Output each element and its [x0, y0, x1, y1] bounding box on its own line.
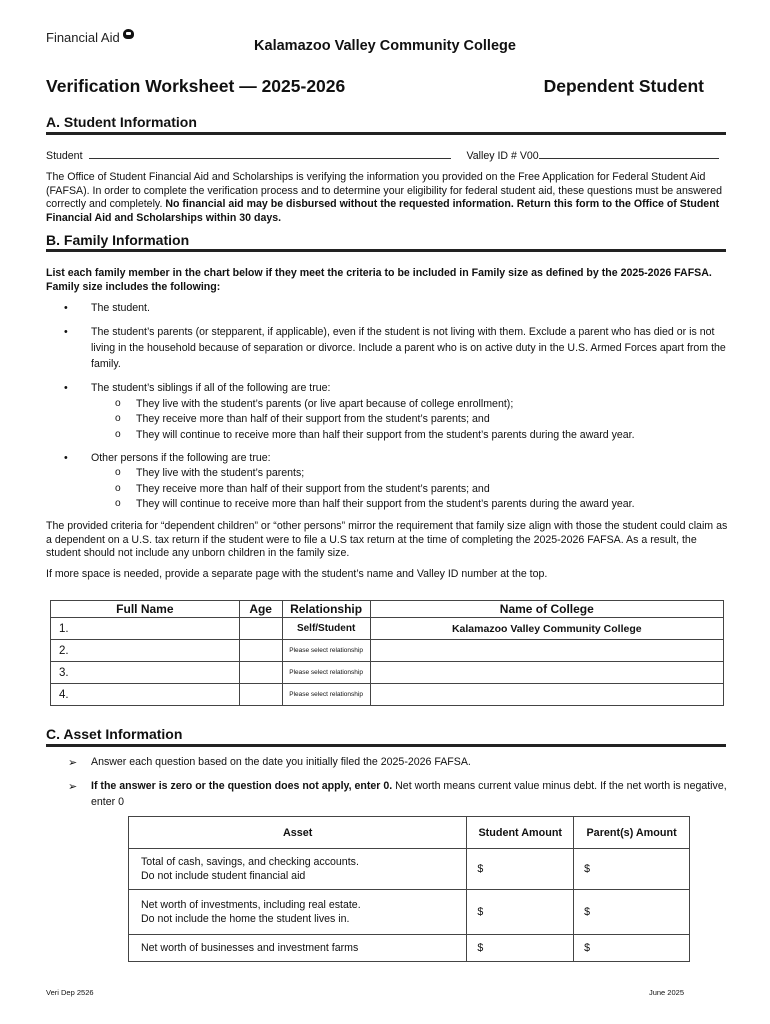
sub-bullet-icon: o [115, 498, 121, 509]
asset-instruction-1: Answer each question based on the date you initially filed the 2025-2026 FAFSA. [91, 756, 471, 768]
other-criterion: They receive more than half of their support from the student’s parents; and [136, 483, 490, 495]
sub-bullet-icon: o [115, 467, 121, 478]
college-cell[interactable] [370, 684, 723, 706]
page-subtitle: Dependent Student [543, 76, 704, 96]
asset-description [129, 935, 467, 962]
parent-amount-field[interactable]: $ [574, 849, 690, 890]
relationship-select[interactable]: Self/Student [282, 618, 370, 640]
bullet-parents: The student’s parents (or stepparent, if applicable), even if the student is not living with them. Exclude a parent who has died or is not living in the household because of separation or divorce. Include a parent who is on active duty in the U.S. Armed Forces apart from the family. [91, 326, 726, 370]
arrow-bullet-icon: ➢ [68, 781, 78, 793]
other-criterion: They will continue to receive more than half their support from the student’s parents during the award year. [136, 498, 635, 510]
header-full-name: Full Name [51, 601, 240, 618]
table-row [129, 935, 690, 962]
header-college: Name of College [370, 601, 723, 618]
family-instruction: List each family member in the chart below if they meet the criteria to be included in Family size as defined by the 2025-2026 FAFSA. Family size includes the following: [46, 267, 712, 293]
arrow-bullet-icon: ➢ [68, 757, 78, 769]
bullet-icon: • [64, 452, 68, 464]
bullet-student: The student. [91, 302, 150, 314]
more-space-note: If more space is needed, provide a separate page with the student’s name and Valley ID number at the top. [46, 568, 548, 580]
asset-line: Total of cash, savings, and checking accounts. [141, 856, 359, 868]
asset-instruction-2 [91, 778, 727, 810]
college-cell[interactable] [370, 662, 723, 684]
full-name-cell[interactable]: 4. [51, 684, 240, 706]
logo-text: Financial Aid [46, 30, 120, 45]
valley-id-field[interactable] [539, 149, 719, 159]
section-a-rule [46, 132, 726, 135]
asset-table [128, 816, 690, 962]
revision-date: June 2025 [648, 988, 684, 997]
sub-bullet-icon: o [115, 429, 121, 440]
bullet-icon: • [64, 382, 68, 394]
criteria-note: The provided criteria for “dependent children” or “other persons” mirror the requirement that family size align with those the student could claim as a dependent on a U.S. tax return if the student were to file a U.S tax return at the time of completing the 2025-2026 FAFSA. As a result, the student should not include any unborn children in the family size. [46, 520, 728, 560]
header-age: Age [239, 601, 282, 618]
bullet-other-persons: Other persons if the following are true: [91, 452, 271, 464]
relationship-select[interactable]: Please select relationship [282, 640, 370, 662]
family-table [50, 600, 724, 706]
bullet-icon: • [64, 326, 68, 338]
age-cell[interactable] [239, 684, 282, 706]
parent-amount-field[interactable]: $ [574, 935, 690, 962]
age-cell[interactable] [239, 618, 282, 640]
asset-description [129, 890, 467, 935]
table-row [51, 684, 724, 706]
sibling-criterion: They receive more than half of their support from the student’s parents; and [136, 413, 490, 425]
family-table-header [51, 601, 724, 618]
table-row [129, 890, 690, 935]
section-c-heading: C. Asset Information [46, 726, 183, 742]
zero-instruction: If the answer is zero or the question does not apply, enter 0. [91, 780, 393, 792]
asset-description [129, 849, 467, 890]
table-row [129, 849, 690, 890]
student-label: Student [46, 150, 83, 162]
header-relationship: Relationship [282, 601, 370, 618]
college-cell[interactable] [370, 640, 723, 662]
table-row [51, 640, 724, 662]
asset-table-header [129, 817, 690, 849]
student-amount-field[interactable]: $ [467, 849, 574, 890]
header-parent-amount: Parent(s) Amount [574, 817, 690, 849]
intro-text: The Office of Student Financial Aid and Scholarships is verifying the information you provided on the Free Application for Federal Student Aid (FAFSA). In order to complete the verification process and to determine your eligibility for federal student aid, these questions must be answered correctly and completely. [46, 171, 722, 211]
table-row [51, 662, 724, 684]
student-amount-field[interactable]: $ [467, 935, 574, 962]
student-name-field[interactable] [89, 149, 451, 159]
asset-line: Net worth of investments, including real estate. [141, 899, 361, 911]
relationship-select[interactable]: Please select relationship [282, 662, 370, 684]
header-student-amount: Student Amount [467, 817, 574, 849]
sub-bullet-icon: o [115, 483, 121, 494]
relationship-select[interactable]: Please select relationship [282, 684, 370, 706]
age-cell[interactable] [239, 640, 282, 662]
header-asset: Asset [129, 817, 467, 849]
section-b-rule [46, 249, 726, 252]
logo-mark-icon [123, 29, 134, 39]
asset-line: Do not include the home the student lives in. [141, 913, 350, 925]
other-criterion: They live with the student’s parents; [136, 467, 305, 479]
college-cell[interactable]: Kalamazoo Valley Community College [370, 618, 723, 640]
student-amount-field[interactable]: $ [467, 890, 574, 935]
section-c-rule [46, 744, 726, 747]
asset-line: Net worth of businesses and investment farms [141, 942, 359, 954]
section-a-heading: A. Student Information [46, 114, 197, 130]
full-name-cell[interactable]: 3. [51, 662, 240, 684]
full-name-cell[interactable]: 2. [51, 640, 240, 662]
sibling-criterion: They live with the student’s parents (or live apart because of college enrollment); [136, 398, 514, 410]
intro-bold-text: No financial aid may be disbursed without the requested information. Return this form to the Office of Student Financial Aid and Scholarships within 30 days. [46, 198, 720, 224]
college-name: Kalamazoo Valley Community College [254, 38, 516, 54]
sub-bullet-icon: o [115, 413, 121, 424]
bullet-siblings: The student’s siblings if all of the following are true: [91, 382, 331, 394]
valley-id-label: Valley ID # V00 [466, 150, 539, 162]
section-a-intro [46, 171, 728, 225]
full-name-cell[interactable]: 1. [51, 618, 240, 640]
parent-amount-field[interactable]: $ [574, 890, 690, 935]
section-b-heading: B. Family Information [46, 232, 190, 248]
sub-bullet-icon: o [115, 398, 121, 409]
form-code: Veri Dep 2526 [46, 988, 94, 997]
student-id-line [46, 149, 728, 162]
net-worth-definition: Net worth means current value minus debt. If the net worth is negative, enter 0 [91, 780, 727, 808]
asset-line: Do not include student financial aid [141, 870, 306, 882]
age-cell[interactable] [239, 662, 282, 684]
table-row [51, 618, 724, 640]
bullet-icon: • [64, 302, 68, 314]
page-title: Verification Worksheet — 2025-2026 [46, 76, 346, 96]
sibling-criterion: They will continue to receive more than half their support from the student’s parents during the award year. [136, 429, 635, 441]
